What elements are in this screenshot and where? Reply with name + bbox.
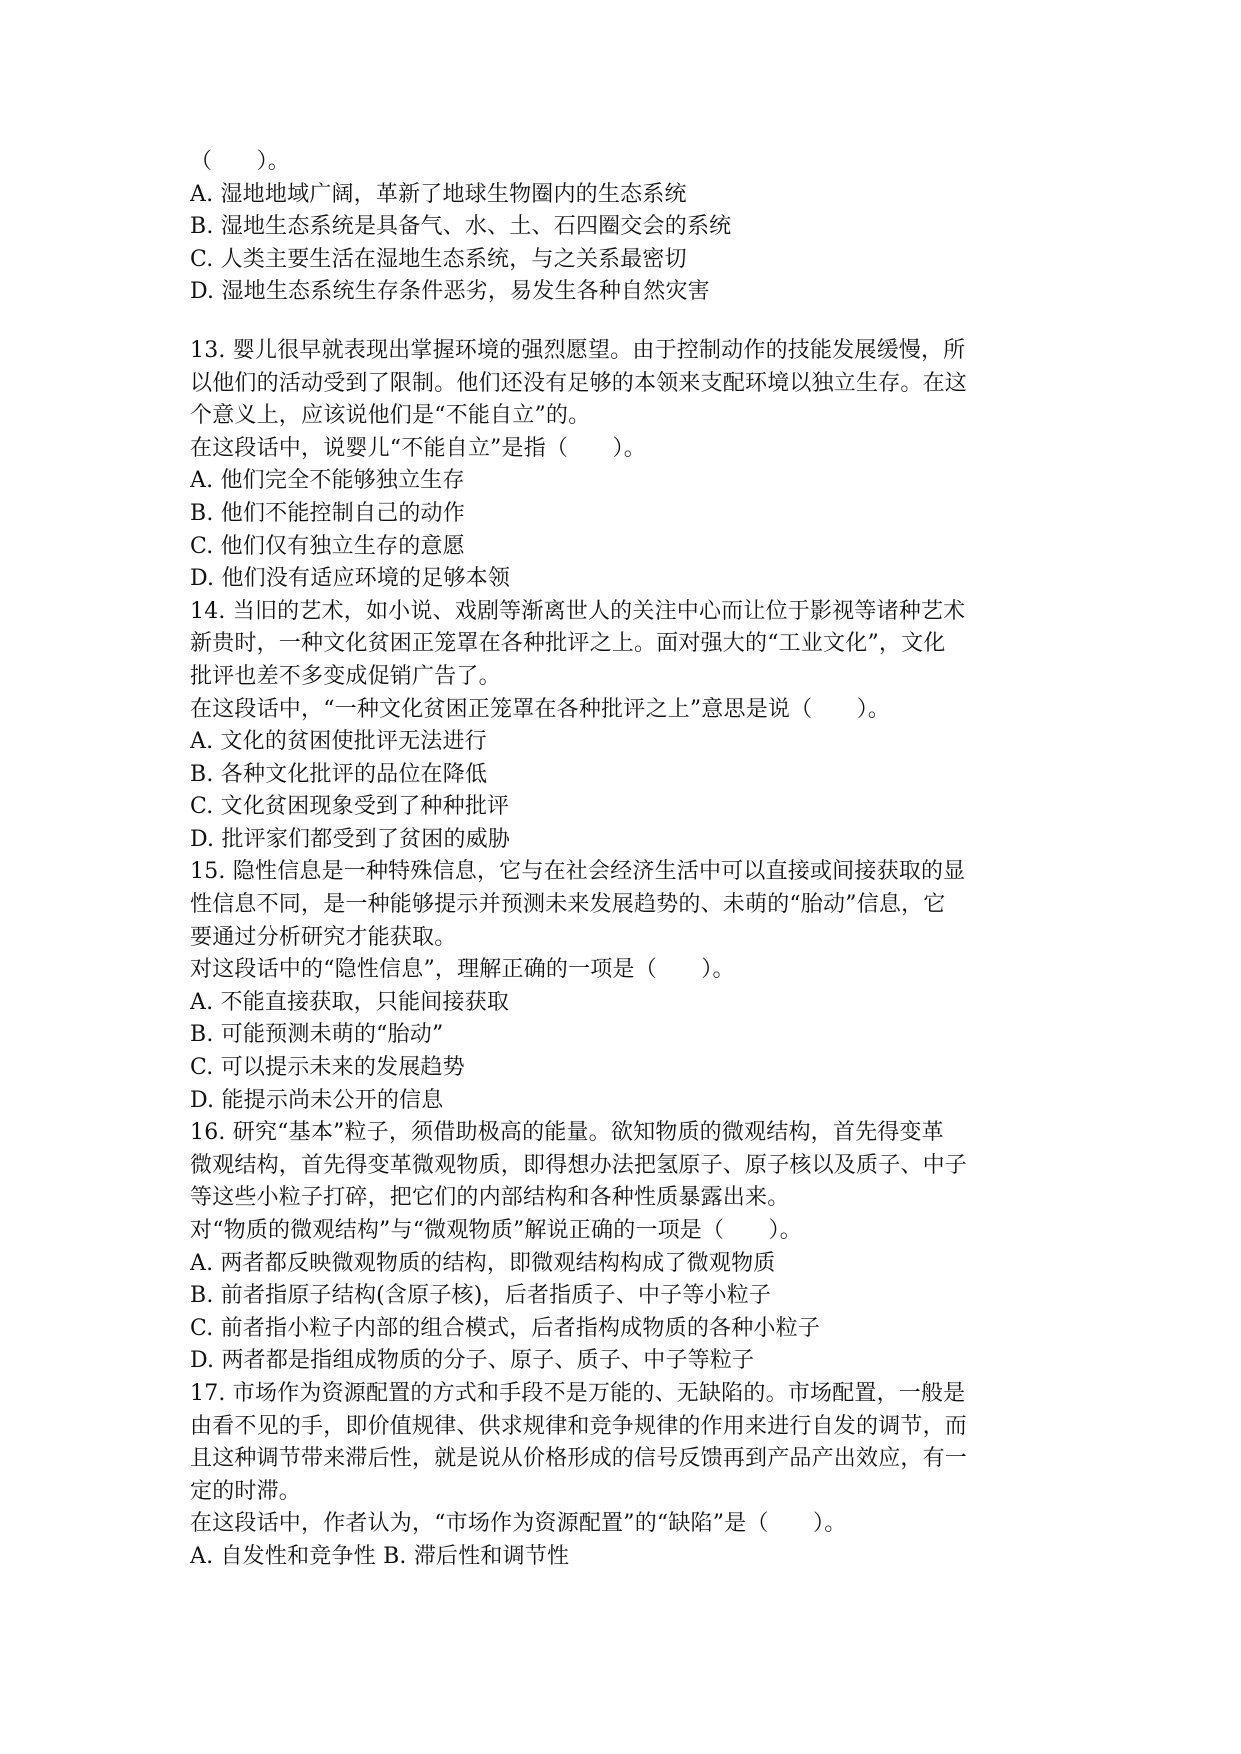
question-17-prompt: 在这段话中，作者认为，“市场作为资源配置”的“缺陷”是（ ）。 (190, 1511, 847, 1537)
question-17-passage-line: 且这种调节带来滞后性，就是说从价格形成的信号反馈再到产品产出效应，有一 (190, 1446, 968, 1472)
question-15-passage-line: 要通过分析研究才能获取。 (190, 924, 457, 950)
question-13-option-a: A. 他们完全不能够独立生存 (190, 468, 465, 494)
question-16-prompt: 对“物质的微观结构”与“微观物质”解说正确的一项是（ ）。 (190, 1218, 802, 1243)
question-12-option-a: A. 湿地地域广阔，革新了地球生物圈内的生态系统 (190, 181, 687, 207)
question-14-passage-line: 批评也差不多变成促销广告了。 (190, 663, 501, 689)
question-16 (190, 1117, 1070, 1378)
question-15-option-a: A. 不能直接获取，只能间接获取 (190, 989, 510, 1015)
question-13-option-b: B. 他们不能控制自己的动作 (190, 500, 465, 526)
question-13-option-d: D. 他们没有适应环境的足够本领 (190, 566, 511, 592)
question-16-passage-line: 微观结构，首先得变革微观物质，即得想办法把氢原子、原子核以及质子、中子 (190, 1152, 968, 1178)
question-12-option-c: C. 人类主要生活在湿地生态系统，与之关系最密切 (190, 246, 687, 272)
question-14-prompt: 在这段话中，“一种文化贫困正笼罩在各种批评之上”意思是说（ ）。 (190, 696, 891, 722)
question-12-tail (190, 146, 1070, 309)
question-15 (190, 856, 1070, 1117)
question-14-option-d: D. 批评家们都受到了贫困的威胁 (190, 826, 511, 852)
question-12-option-d: D. 湿地生态系统生存条件恶劣，易发生各种自然灾害 (190, 279, 710, 305)
question-13 (190, 335, 1070, 596)
question-13-passage-line: 个意义上，应该说他们是“不能自立”的。 (190, 403, 591, 429)
question-15-prompt: 对这段话中的“隐性信息”，理解正确的一项是（ ）。 (190, 957, 735, 983)
question-15-option-b: B. 可能预测未萌的“胎动” (190, 1022, 444, 1048)
question-14-option-a: A. 文化的贫困使批评无法进行 (190, 729, 487, 755)
question-14-option-b: B. 各种文化批评的品位在降低 (190, 761, 488, 787)
question-15-passage-line: 性信息不同，是一种能够提示并预测未来发展趋势的、未萌的“胎动”信息，它 (190, 892, 946, 918)
question-13-passage-line: 13. 婴儿很早就表现出掌握环境的强烈愿望。由于控制动作的技能发展缓慢，所 (190, 337, 966, 363)
question-14-passage-line: 新贵时，一种文化贫困正笼罩在各种批评之上。面对强大的“工业文化”，文化 (190, 631, 946, 657)
spacer (190, 309, 1070, 335)
exam-page (190, 146, 1070, 1574)
question-14-option-c: C. 文化贫困现象受到了种种批评 (190, 794, 510, 820)
question-16-passage-line: 16. 研究“基本”粒子，须借助极高的能量。欲知物质的微观结构，首先得变革 (190, 1120, 944, 1146)
question-13-passage-line: 以他们的活动受到了限制。他们还没有足够的本领来支配环境以独立生存。在这 (190, 370, 968, 396)
question-15-option-c: C. 可以提示未来的发展趋势 (190, 1055, 465, 1081)
question-17 (190, 1378, 1070, 1574)
question-15-option-d: D. 能提示尚未公开的信息 (190, 1087, 444, 1113)
question-17-passage-line: 定的时滞。 (190, 1478, 302, 1504)
question-14-passage-line: 14. 当旧的艺术，如小说、戏剧等渐离世人的关注中心而让位于影视等诸种艺术 (190, 598, 966, 624)
question-17-passage-line: 17. 市场作为资源配置的方式和手段不是万能的、无缺陷的。市场配置，一般是 (190, 1380, 966, 1406)
question-17-passage-line: 由看不见的手，即价值规律、供求规律和竞争规律的作用来进行自发的调节，而 (190, 1413, 968, 1439)
question-16-option-a: A. 两者都反映微观物质的结构，即微观结构构成了微观物质 (190, 1250, 776, 1276)
question-16-passage-line: 等这些小粒子打碎，把它们的内部结构和各种性质暴露出来。 (190, 1185, 790, 1211)
question-16-option-c: C. 前者指小粒子内部的组合模式，后者指构成物质的各种小粒子 (190, 1315, 821, 1341)
question-15-passage-line: 15. 隐性信息是一种特殊信息，它与在社会经济生活中可以直接或间接获取的显 (190, 859, 966, 885)
question-16-option-d: D. 两者都是指组成物质的分子、原子、质子、中子等粒子 (190, 1348, 755, 1374)
question-16-option-b: B. 前者指原子结构(含原子核)，后者指质子、中子等小粒子 (190, 1283, 772, 1309)
question-13-prompt: 在这段话中，说婴儿“不能自立”是指（ ）。 (190, 435, 646, 461)
question-17-options-ab: A. 自发性和竞争性 B. 滞后性和调节性 (190, 1543, 570, 1569)
question-12-option-b: B. 湿地生态系统是具备气、水、土、石四圈交会的系统 (190, 214, 732, 240)
question-12-stem-end: （ ）。 (190, 149, 291, 174)
question-13-option-c: C. 他们仅有独立生存的意愿 (190, 533, 465, 559)
question-14 (190, 596, 1070, 857)
